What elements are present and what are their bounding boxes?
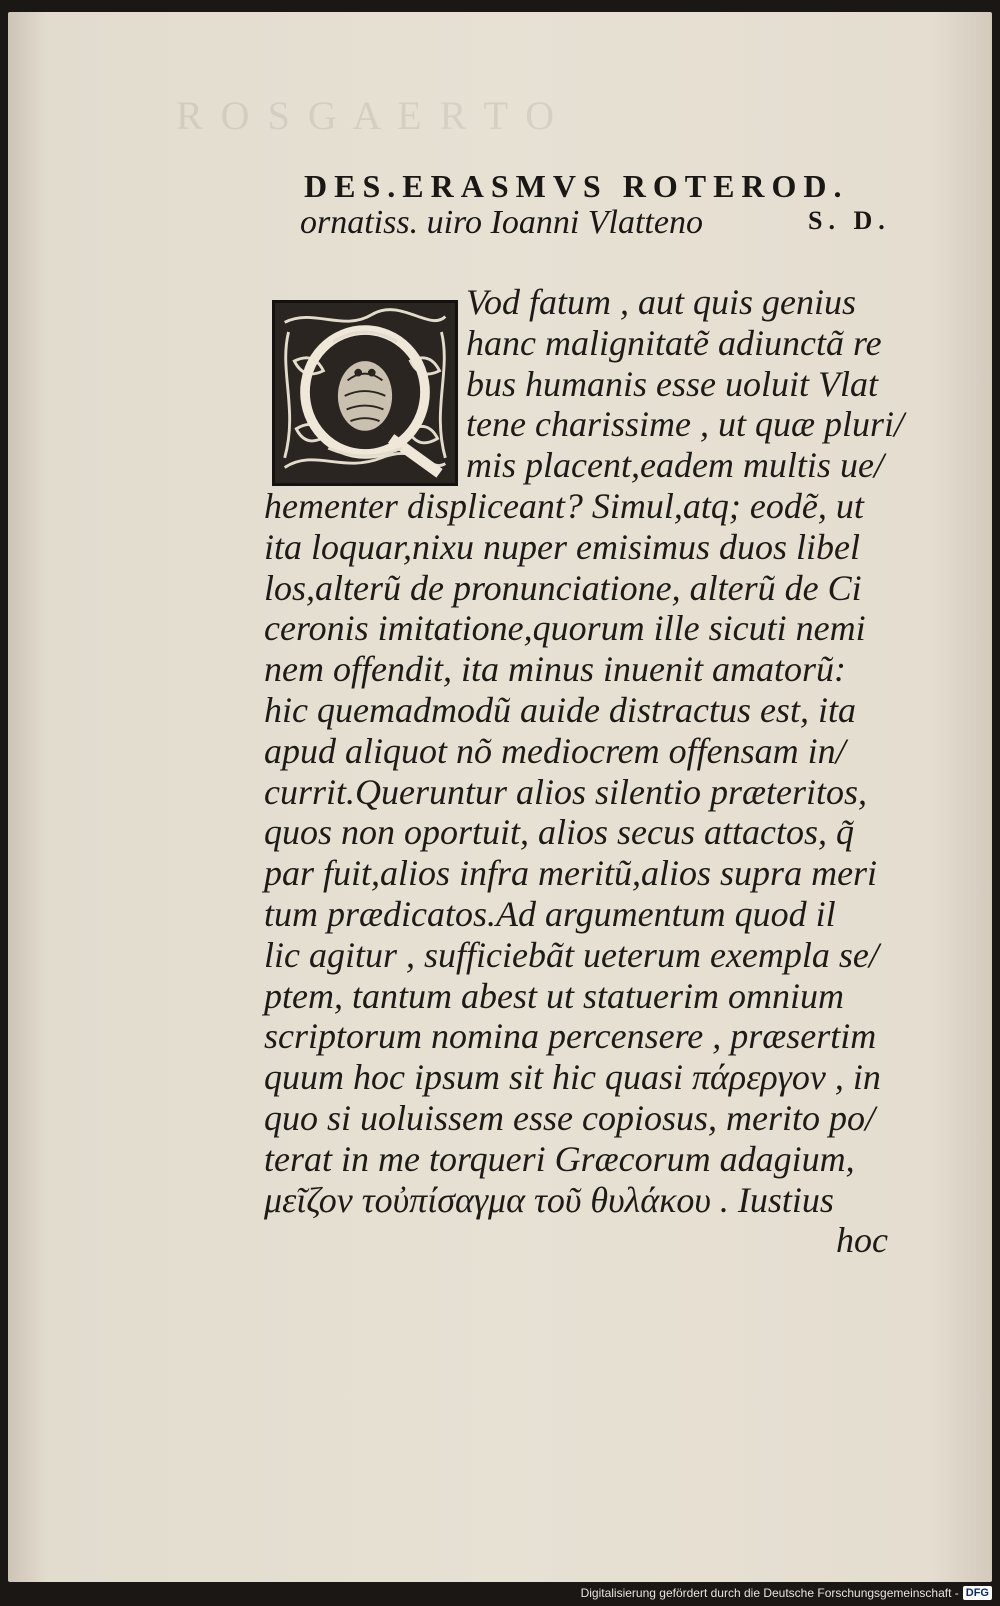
bleed-through-text: R O S G A E R T O: [176, 93, 559, 138]
salutation: S. D.: [808, 206, 891, 235]
text-line: apud aliquot nõ mediocrem offensam in/: [264, 730, 846, 771]
text-line: hementer displiceant? Simul,atq; eodẽ, ut: [264, 486, 864, 526]
text-line: mis placent,eadem multis ue/: [466, 445, 884, 486]
text-line: quum hoc ipsum sit hic quasi πάρεργον , in: [264, 1057, 881, 1098]
text-line: hanc malignitatẽ adiunctã re: [466, 322, 882, 363]
footer-text: Digitalisierung gefördert durch die Deutsche Forschungsgemeinschaft -: [580, 1586, 959, 1600]
text-line: μεῖζον τοὐπίσαγμα τοῦ θυλάκου . Iustius: [264, 1179, 834, 1220]
text-line: hic quemadmodũ auide distractus est, ita: [264, 690, 856, 730]
dedication-heading: [300, 204, 910, 242]
text-line: currit.Queruntur alios silentio præteritos,: [264, 771, 868, 812]
woodcut-initial-icon: [275, 303, 455, 483]
decorated-initial-q: [272, 300, 458, 486]
text-line: tum prædicatos.Ad argumentum quod il: [264, 894, 836, 934]
text-line: los,alterũ de pronunciatione, alterũ de Ci: [264, 567, 862, 608]
dedication-line: ornatiss. uiro Ioanni Vlatteno: [300, 204, 703, 241]
text-line: nem offendit, ita minus inuenit amatorũ:: [264, 649, 846, 690]
footer-credit: [581, 1582, 992, 1604]
text-line: Vod fatum , aut quis genius: [466, 282, 857, 322]
text-line: ptem, tantum abest ut statuerim omnium: [264, 975, 844, 1016]
text-line: quo si uoluissem esse copiosus, merito po/: [264, 1098, 875, 1138]
text-line: ceronis imitatione,quorum ille sicuti nemi: [264, 608, 866, 649]
text-line: par fuit,alios infra meritũ,alios supra meri: [264, 853, 878, 894]
text-line: bus humanis esse uoluit Vlat: [466, 363, 878, 404]
dfg-logo: DFG: [963, 1586, 992, 1600]
text-line: hoc: [836, 1220, 888, 1261]
text-line: terat in me torqueri Græcorum adagium,: [264, 1138, 855, 1179]
text-line: quos non oportuit, alios secus attactos, q̃: [264, 812, 855, 853]
text-line: scriptorum nomina percensere , præsertim: [264, 1016, 877, 1057]
text-line: ita loquar,nixu nuper emisimus duos libel: [264, 526, 860, 567]
text-line: lic agitur , sufficiebãt ueterum exempla se/: [264, 934, 879, 975]
author-heading: DES.ERASMVS ROTEROD.: [304, 168, 849, 204]
text-line: tene charissime , ut quæ pluri/: [466, 404, 904, 445]
